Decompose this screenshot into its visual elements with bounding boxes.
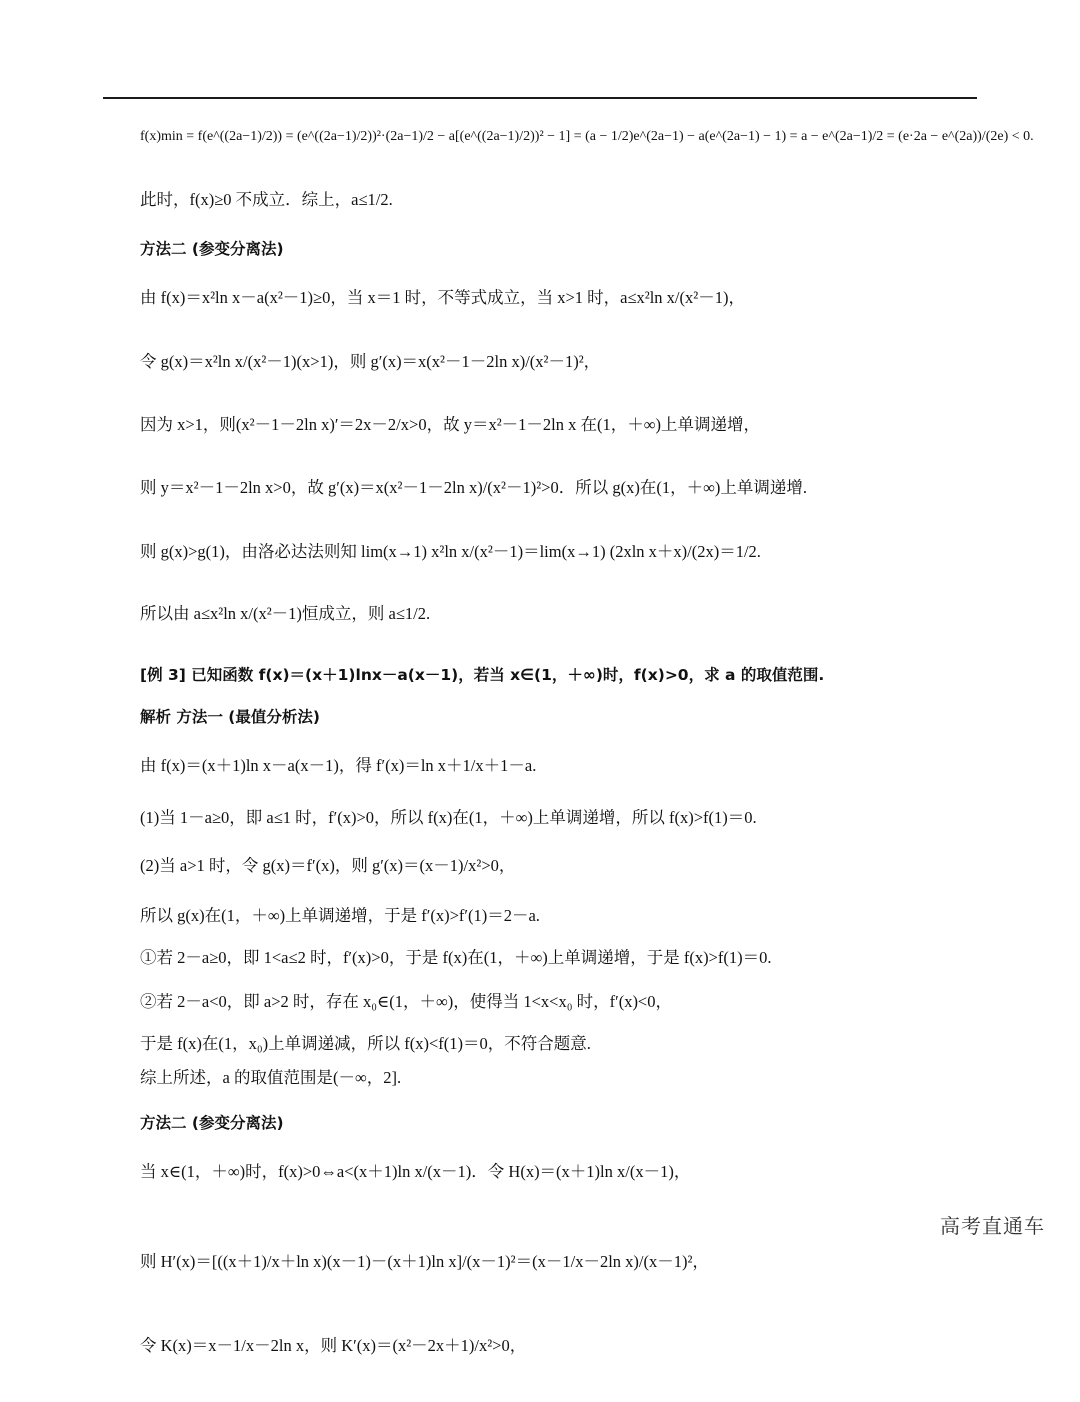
line-conclusion-2: 所以由 a≤x²ln x/(x²－1)恒成立，则 a≤1/2. [140,604,431,623]
line-g-monotone: 所以 g(x)在(1，＋∞)上单调递增，于是 f′(x)>f′(1)＝2－a. [140,906,540,925]
line-define-H: 当 x∈(1，＋∞)时，f(x)>0⇔a<(x＋1)ln x/(x－1)．令 H(x)＝(x＋1)ln x/(x－1)， [140,1162,691,1181]
line-fmin: f(x)min = f(e^((2a−1)/2)) = (e^((2a−1)/2))²·(2a−1)/2 − a[(e^((2a−1)/2))² − 1] = (a − 1/2)e^(2a−1) − a(e^(2a−1) − 1) = a − e^(2a−1)/2 = (e·2a − e^(2a))/(2e) < 0. [140,129,1034,144]
line-conclusion-1: 此时，f(x)≥0 不成立．综上，a≤1/2. [140,190,393,209]
heading-analysis-method-1: 解析 方法一 (最值分析法) [140,708,320,726]
line-fprime: 由 f(x)＝(x＋1)ln x－a(x－1)，得 f′(x)＝ln x＋1/x＋1－a. [140,756,537,775]
line-case-1: (1)当 1－a≥0，即 a≤1 时，f′(x)>0，所以 f(x)在(1，＋∞)上单调递增，所以 f(x)>f(1)＝0. [140,808,757,827]
line-define-K: 令 K(x)＝x－1/x－2ln x，则 K′(x)＝(x²－2x＋1)/x²>0， [140,1336,527,1355]
line-g-increasing: 则 y＝x²－1－2ln x>0，故 g′(x)＝x(x²－1－2ln x)/(x²－1)²>0．所以 g(x)在(1，＋∞)上单调递增. [140,478,807,497]
top-rule [103,97,977,99]
line-derivative-check: 因为 x>1，则(x²－1－2ln x)′＝2x－2/x>0，故 y＝x²－1－2ln x 在(1，＋∞)上单调递增， [140,415,760,434]
line-H-prime: 则 H′(x)＝[((x＋1)/x＋ln x)(x－1)－(x＋1)ln x]/(x－1)²＝(x－1/x－2ln x)/(x－1)²， [140,1252,709,1271]
watermark: 高考直通车 [940,1214,1045,1238]
line-define-g: 令 g(x)＝x²ln x/(x²－1)(x>1)，则 g′(x)＝x(x²－1－2ln x)/(x²－1)²， [140,352,601,371]
line-range-result: 综上所述，a 的取值范围是(－∞，2]. [140,1068,402,1087]
line-subcase-2: ②若 2－a<0，即 a>2 时，存在 x₀∈(1，＋∞)，使得当 1<x<x₀ 时，f′(x)<0， [140,992,672,1011]
line-contradiction: 于是 f(x)在(1，x₀)上单调递减，所以 f(x)<f(1)＝0，不符合题意. [140,1034,591,1053]
heading-method-2b: 方法二 (参变分离法) [140,1114,284,1132]
line-lhopital: 则 g(x)>g(1)，由洛必达法则知 lim(x→1) x²ln x/(x²－1)＝lim(x→1) (2xln x＋x)/(2x)＝1/2. [140,542,761,561]
line-case-2: (2)当 a>1 时，令 g(x)＝f′(x)，则 g′(x)＝(x－1)/x²>0， [140,856,516,875]
example-3-statement: [例 3] 已知函数 f(x)＝(x＋1)lnx－a(x－1)，若当 x∈(1，＋∞)时，f(x)>0，求 a 的取值范围. [140,666,825,684]
line-separation: 由 f(x)＝x²ln x－a(x²－1)≥0，当 x＝1 时，不等式成立，当 x>1 时，a≤x²ln x/(x²－1)， [140,288,745,307]
line-subcase-1: ①若 2－a≥0，即 1<a≤2 时，f′(x)>0，于是 f(x)在(1，＋∞)上单调递增，于是 f(x)>f(1)＝0. [140,948,772,967]
heading-method-2: 方法二 (参变分离法) [140,240,284,258]
